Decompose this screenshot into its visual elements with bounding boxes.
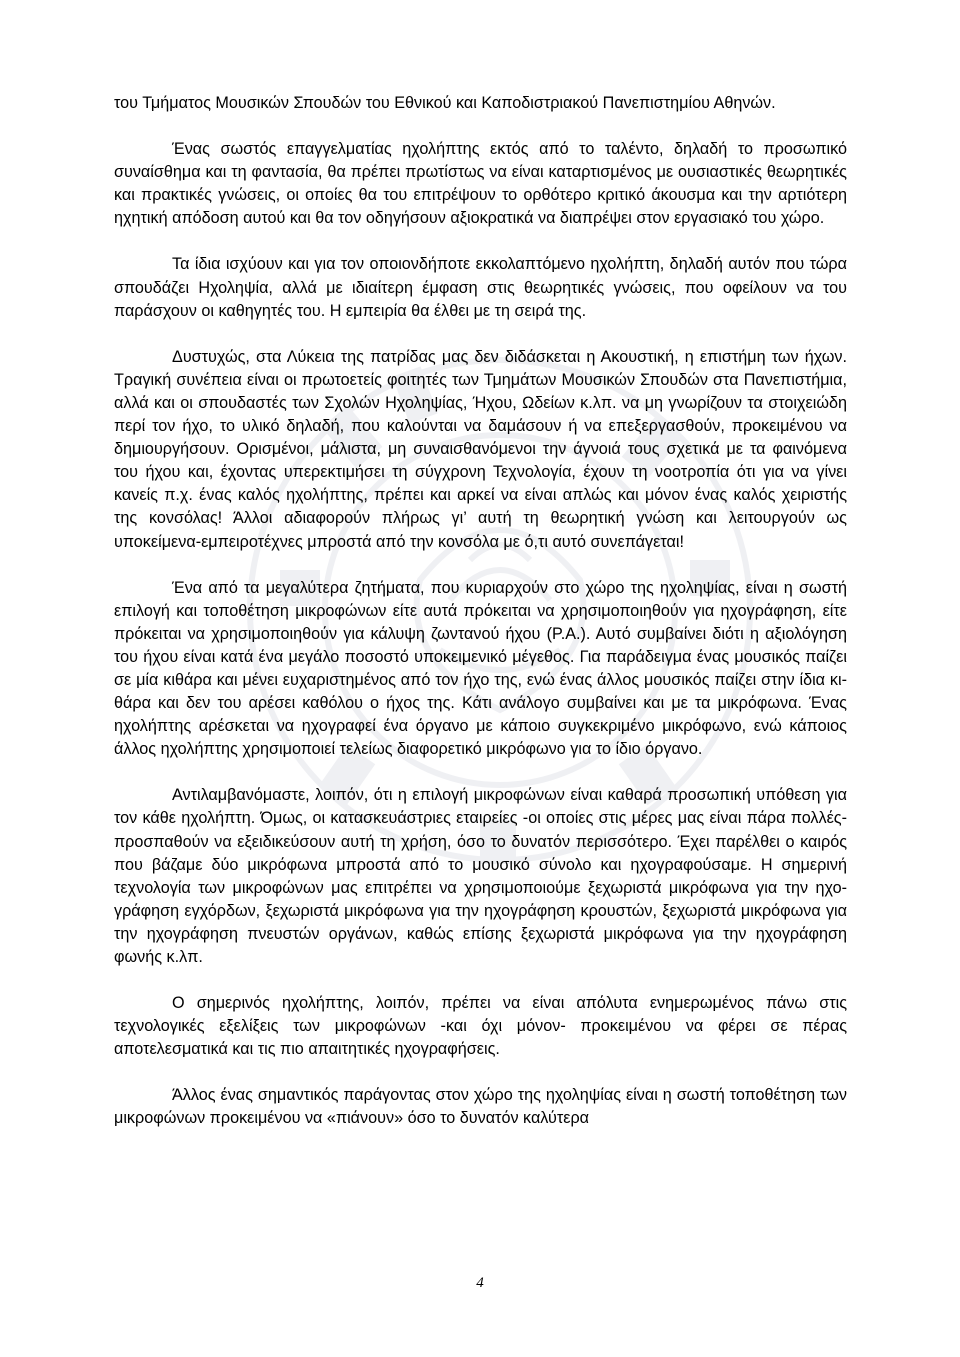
paragraph-4: Δυστυχώς, στα Λύκεια της πατρίδας μας δεν διδάσκεται η Ακουστική, η επιστήμη των ήχων. Τραγική συνέπεια είναι οι πρωτοετείς φοιτητές των Τμημάτων Μουσικών Σπουδών στα Πανεπιστήμια, αλλά και οι σπουδαστές των Σχολών Ηχοληψίας, Ήχου, Ωδείων κ.λπ. να μη γνωρίζουν τα στοιχειώδη περί τον ήχο, το υλικό δηλαδή, που καλούνται να δαμάσουν ή να επεξεργασθούν, προκειμένου να δημιουργήσουν. Ορισμένοι, μάλιστα, μη συναισθανόμενοι την άγνοιά τους σχετικά με τα φαινόμενα του ήχου και, έχοντας υπερεκτιμήσει τη σύγχρονη Τεχνολογία, έχουν τη νοοτροπία ότι για να γίνει κανείς π.χ. ένας καλός ηχολήπτης, πρέπει και αρκεί να είναι απλώς και μόνον ένας καλός χειριστής της κονσόλας! Άλλοι αδιαφορούν πλήρως γι’ αυτή τη θεωρητική γνώση και λειτουργούν ως υποκείμενα-εμπειροτέχνες μπροστά από την κονσόλα με ό,τι αυτό συνεπάγεται! [114,347,847,551]
paragraph-3: Τα ίδια ισχύουν και για τον οποιονδήποτε εκκολαπτόμενο ηχολήπτη, δηλαδή αυτόν που τώρα σπουδάζει Ηχοληψία, αλλά με ιδιαίτερη έμφαση στις θεωρητικές γνώσεις, που οφείλουν να του παράσχουν οι καθηγητές του. Η εμπειρία θα έλθει με τη σειρά της. [114,255,847,320]
paragraph-8: Άλλος ένας σημαντικός παράγοντας στον χώρο της ηχοληψίας είναι η σωστή τοποθέτηση των μικροφώνων προκειμένου να «πιάνουν» όσο το δυνατόν καλύτερα [114,1086,847,1128]
page-number: 4 [476,1275,484,1291]
paragraph-5: Ένα από τα μεγαλύτερα ζητήματα, που κυριαρχούν στο χώρο της ηχοληψίας, είναι η σωστή επιλογή και τοποθέτηση μικροφώνων είτε αυτά πρόκειται να χρησιμοποιηθούν για ηχογράφηση, είτε πρόκειται να χρησιμοποιηθούν για κάλυψη ζωντανού ήχου (P.A.). Αυτό συμβαίνει διότι η αξιολόγηση του ήχου είναι κατά ένα μεγάλο ποσοστό υποκειμενικό μέγεθος. Για παράδειγμα ένας μουσικός παίζει σε μία κιθάρα και μένει ευχαριστημένος από τον ήχο της, ενώ ένας άλλος μουσικός παίζει στην ίδια κιθάρα και δεν του αρέσει καθόλου ο ήχος της. Κάτι ανάλογο συμβαίνει και με τα μικρόφωνα. Ένας ηχολήπτης αρέσκεται να ηχογραφεί ένα όργανο με κάποιο συγκεκριμένο μικρόφωνο, ενώ κάποιος άλλος ηχολήπτης χρησιμοποιεί τελείως διαφορετικό μικρόφωνο για το ίδιο όργανο. [114,578,847,759]
document-body [114,92,847,1154]
paragraph-6: Αντιλαμβανόμαστε, λοιπόν, ότι η επιλογή μικροφώνων είναι καθαρά προσωπική υπόθεση για τον κάθε ηχολήπτη. Όμως, οι κατασκευάστριες εταιρείες -οι οποίες στις μέρες μας είναι πάρα πολλές- προσπαθούν να εξειδικεύσουν αυτή τη χρήση, όσο το δυνατόν περισσότερο. Έχει παρέλθει ο καιρός που βάζαμε δύο μικρόφωνα μπροστά από το μουσικό σύνολο και ηχογραφούσαμε. Η σημερινή τεχνολογία των μικροφώνων μας επιτρέπει να χρησιμοποιούμε ξεχωριστά μικρόφωνα για την ηχογράφηση εγχόρδων, ξεχωριστά μικρόφωνα για την ηχογράφηση κρουστών, ξεχωριστά μικρόφωνα για την ηχογράφηση πνευστών οργάνων, καθώς επίσης ξεχωριστά μικρόφωνα για την ηχογράφηση φωνής κ.λπ. [114,786,847,966]
paragraph-7: Ο σημερινός ηχολήπτης, λοιπόν, πρέπει να είναι απόλυτα ενημερωμένος πάνω στις τεχνολογικές εξελίξεις των μικροφώνων -και όχι μόνον- προκειμένου να φέρει σε πέρας αποτελεσματικά και τις πιο απαιτητικές ηχογραφήσεις. [114,994,847,1059]
paragraph-1: του Τμήματος Μουσικών Σπουδών του Εθνικού και Καποδιστριακού Πανεπιστημίου Αθηνών. [114,94,776,112]
paragraph-2: Ένας σωστός επαγγελματίας ηχολήπτης εκτός από το ταλέντο, δηλαδή το προσωπικό συναίσθημα και τη φαντασία, θα πρέπει πρωτίστως να είναι καταρτισμένος με ουσιαστικές θεωρητικές και πρακτικές γνώσεις, οι οποίες θα του επιτρέψουν το ορθότερο κριτικό άκουσμα και την αρτιότερη ηχητική απόδοση αυτού και θα τον οδηγήσουν αξιοκρατικά να διαπρέψει στον εργασιακό του χώρο. [114,140,847,228]
